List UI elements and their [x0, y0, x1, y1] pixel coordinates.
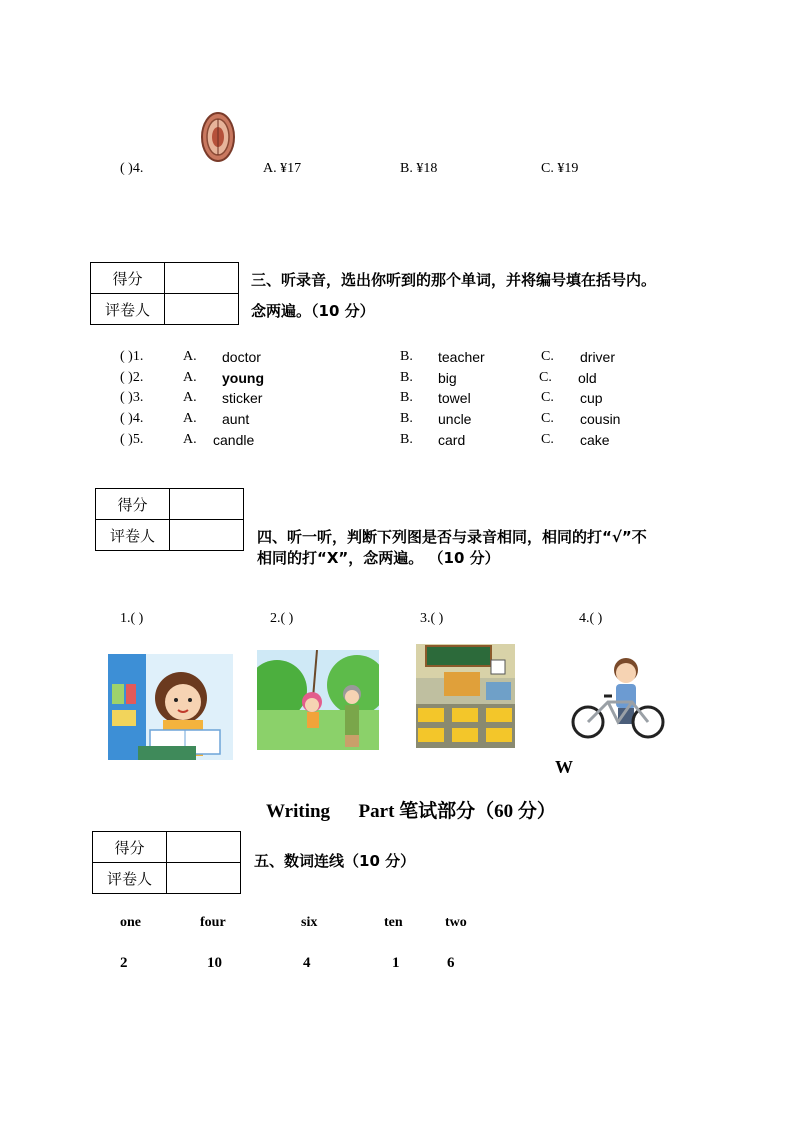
stray-letter: W — [555, 757, 573, 777]
word-six[interactable]: six — [301, 915, 318, 930]
grader-label: 评卷人 — [91, 294, 165, 325]
girl-reading-image — [108, 654, 233, 760]
option-b: teacher — [438, 349, 485, 365]
option-a-label: A. — [183, 390, 197, 405]
section4-title: 四、听一听，判断下列图是否与录音相同，相同的打“√”不 — [257, 528, 647, 546]
option-a: sticker — [222, 390, 263, 406]
option-b: uncle — [438, 411, 472, 427]
score-box-section4 — [95, 488, 244, 551]
option-c-label: C. — [541, 411, 554, 426]
option-b-label: B. — [400, 390, 413, 405]
section5-title: 五、数词连线（10 分） — [254, 852, 416, 870]
item-number: ( )1. — [120, 349, 144, 364]
option-b-label: B. — [400, 411, 413, 426]
score-label: 得分 — [91, 263, 165, 294]
picture-answer-2[interactable]: 2.( ) — [270, 611, 294, 626]
boy-bicycle-image — [570, 656, 665, 742]
number-6[interactable]: 6 — [447, 955, 455, 971]
section3-title-line2: 念两遍。（10 分） — [251, 302, 375, 320]
coin-image — [200, 111, 236, 163]
option-a-label: A. — [183, 432, 197, 447]
option-c-label: C. — [541, 390, 554, 405]
option-a-label: A. — [183, 349, 197, 364]
picture-answer-3[interactable]: 3.( ) — [420, 611, 444, 626]
number-1[interactable]: 1 — [392, 955, 400, 971]
score-cell[interactable] — [170, 489, 244, 520]
q4-prev-option-a: A. ¥17 — [263, 161, 302, 176]
word-four[interactable]: four — [200, 915, 226, 930]
option-a-label: A. — [183, 370, 197, 385]
section4-title-line2: 相同的打“X”，念两遍。 （10 分） — [257, 549, 500, 567]
option-a: young — [222, 370, 264, 386]
option-b-label: B. — [400, 349, 413, 364]
option-a-label: A. — [183, 411, 197, 426]
option-c: driver — [580, 349, 616, 365]
option-c: old — [578, 370, 597, 386]
score-box-section3 — [90, 262, 239, 325]
item-number: ( )4. — [120, 411, 144, 426]
option-b: card — [438, 432, 466, 448]
word-two[interactable]: two — [445, 915, 467, 930]
option-c: cup — [580, 390, 603, 406]
q4-prev-number: ( )4. — [120, 161, 144, 176]
number-4[interactable]: 4 — [303, 955, 311, 971]
score-cell[interactable] — [167, 832, 241, 863]
option-a: candle — [213, 432, 255, 448]
picture-answer-4[interactable]: 4.( ) — [579, 611, 603, 626]
grader-cell[interactable] — [170, 520, 244, 551]
number-10[interactable]: 10 — [207, 955, 222, 971]
score-label: 得分 — [96, 489, 170, 520]
option-c-label: C. — [539, 370, 552, 385]
score-cell[interactable] — [165, 263, 239, 294]
item-number: ( )2. — [120, 370, 144, 385]
option-c-label: C. — [541, 349, 554, 364]
option-b: towel — [438, 390, 471, 406]
grader-cell[interactable] — [165, 294, 239, 325]
option-a: doctor — [222, 349, 261, 365]
number-2[interactable]: 2 — [120, 955, 128, 971]
q4-prev-option-b: B. ¥18 — [400, 161, 438, 176]
classroom-image — [416, 644, 515, 748]
grader-cell[interactable] — [167, 863, 241, 894]
option-c-label: C. — [541, 432, 554, 447]
grader-label: 评卷人 — [96, 520, 170, 551]
option-b-label: B. — [400, 432, 413, 447]
word-one[interactable]: one — [120, 915, 141, 930]
option-a: aunt — [222, 411, 250, 427]
word-ten[interactable]: ten — [384, 915, 403, 930]
section3-title: 三、听录音，选出你听到的那个单词，并将编号填在括号内。 — [251, 271, 657, 289]
item-number: ( )3. — [120, 390, 144, 405]
option-b: big — [438, 370, 457, 386]
option-b-label: B. — [400, 370, 413, 385]
score-box-section5 — [92, 831, 241, 894]
q4-prev-option-c: C. ¥19 — [541, 161, 579, 176]
score-label: 得分 — [93, 832, 167, 863]
picture-answer-1[interactable]: 1.( ) — [120, 611, 144, 626]
option-c: cake — [580, 432, 610, 448]
writing-heading: Writing Part 笔试部分（60 分） — [266, 801, 556, 822]
park-swing-image — [257, 650, 379, 750]
option-c: cousin — [580, 411, 621, 427]
grader-label: 评卷人 — [93, 863, 167, 894]
item-number: ( )5. — [120, 432, 144, 447]
